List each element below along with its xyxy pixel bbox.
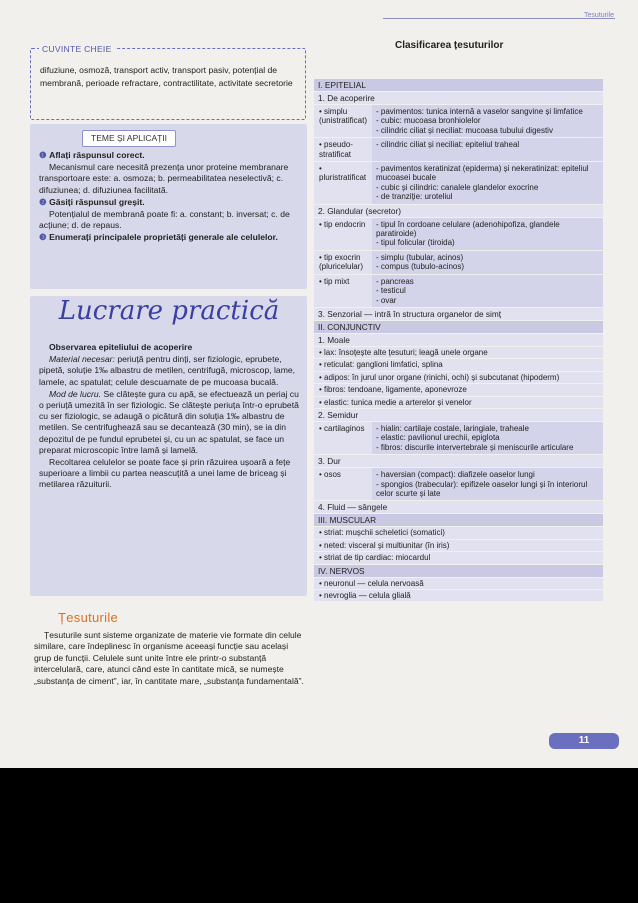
- row-value: - cilindric ciliat și neciliat: epiteliul traheal: [372, 138, 603, 161]
- sub-semidur: 2. Semidur: [314, 409, 603, 421]
- classification-title: Clasificarea țesuturilor: [395, 40, 504, 51]
- exercise-1-text: Mecanismul care necesită prezența unor proteine membranare transportoare este: a. osmoza; b. permeabilitatea neselectivă; c. difuziunea; d. difuziunea facilitată.: [39, 162, 289, 195]
- exercises-box: [30, 124, 307, 289]
- row-label: • tip endocrin: [314, 218, 372, 250]
- band-nervos: IV. NERVOS: [314, 565, 603, 577]
- list-item: • lax: însoțește alte țesuturi; leagă unele organe: [314, 347, 603, 358]
- practical-note: Recoltarea celulelor se poate face și prin răzuirea ușoară a fețe superioare a limbii cu partea neascuțită a unei lame de briceag și metilarea răzuiturii.: [39, 457, 291, 490]
- sub-moale: 1. Moale: [314, 334, 603, 346]
- keywords-box: [30, 44, 306, 120]
- row-label: • tip exocrin (pluricelular): [314, 251, 372, 274]
- scan-border: [0, 768, 638, 903]
- tissues-paragraph: Țesuturile sunt sisteme organizate de materie vie formate din celule similare, care îndeplinesc în organisme aceeași funcție sau același grup de funcții. Celulele sunt unite între ele printr-o substanță intercelulară, care, atunci când este în cantitate mică, se numește „substanța de ciment”, iar, în cantitate mare, „substanța fundamentală”.: [34, 630, 304, 686]
- band-conjunctiv: II. CONJUNCTIV: [314, 321, 603, 333]
- practical-work-box: [30, 296, 307, 596]
- list-item: • nevroglia — celula glială: [314, 590, 603, 601]
- running-title: Tesuturile: [584, 12, 614, 19]
- muscular-list: [314, 527, 603, 563]
- keywords-title: CUVINTE CHEIE: [39, 43, 115, 56]
- row-value: - pancreas - testicul - ovar: [372, 275, 603, 307]
- row-label: • pseudo-stratificat: [314, 138, 372, 161]
- rows-acoperire: [314, 105, 603, 204]
- list-item: • reticulat: ganglioni limfatici, splina: [314, 359, 603, 370]
- row-label: • tip mixt: [314, 275, 372, 307]
- row-label: • cartilaginos: [314, 422, 372, 454]
- list-item: • elastic: tunica medie a arterelor și venelor: [314, 397, 603, 408]
- list-item: • neuronul — celula nervoasă: [314, 578, 603, 589]
- rows-dur: [314, 468, 603, 500]
- band-epitelial: I. EPITELIAL: [314, 79, 603, 91]
- exercises-tag: TEME ȘI APLICAȚII: [82, 130, 176, 147]
- header-rule: [383, 18, 615, 19]
- band-muscular: III. MUSCULAR: [314, 514, 603, 526]
- list-item: • adipos: în jurul unor organe (rinichi, ochi) și subcutanat (hipoderm): [314, 372, 603, 383]
- tissues-heading: Țesuturile: [58, 610, 119, 625]
- practical-materials: Material necesar: periuță pentru dinți, ser fiziologic, eprubete, pipetă, soluție 1‰ albastru de metilen, centrifugă, microscop, lame, lamele, ac spatulat; celule descuamate de pe mucoasa bucală.: [39, 354, 296, 387]
- row-value: - hialin: cartilaje costale, laringiale, traheale - elastic: pavilionul urechii, epiglota - fibros: discurile intervertebrale și meniscurile articulare: [372, 422, 603, 454]
- sub-glandular: 2. Glandular (secretor): [314, 205, 603, 217]
- row-value: - tipul în cordoane celulare (adenohipofiza, glandele paratiroide) - tipul folicular (tiroida): [372, 218, 603, 250]
- table-row: [314, 468, 603, 500]
- practical-method: Mod de lucru. Se clătește gura cu apă, se efectuează un periaj cu o periuță umezită în ser fiziologic. Se clătește periuța într-o eprubetă cu ser fiziologic, se adaugă o picătură din soluția 1‰ albastru de metilen. Se centrifughează sau se decantează (30 min), se ia din depozitul de pe fundul eprubetei și, cu un ac spatulat, se face un preparat microscopic între lamă și lamelă.: [39, 388, 299, 455]
- list-item: • striat de tip cardiac: miocardul: [314, 552, 603, 563]
- table-row: [314, 138, 603, 161]
- classification-table: [314, 78, 603, 601]
- row-value: - pavimentos: tunica internă a vaselor sangvine și limfatice - cubic: mucoasa bronhiolelor - cilindric ciliat și neciliat: mucoasa tubului digestiv: [372, 105, 603, 137]
- rows-semidur: [314, 422, 603, 454]
- list-item: • fibros: tendoane, ligamente, aponevroze: [314, 384, 603, 395]
- page-number: 11: [549, 733, 619, 749]
- row-value: - pavimentos keratinizat (epiderma) și nekeratinizat: epiteliul mucoasei bucale - cubic și cilindric: canalele glandelor exocrine - de tranziție: uroteliul: [372, 162, 603, 204]
- list-item: • striat: mușchii scheletici (somatici): [314, 527, 603, 538]
- rows-glandular: [314, 218, 603, 307]
- exercise-2-text: Potențialul de membrană poate fi: a. constant; b. inversat; c. de acțiune; d. de repaus.: [39, 209, 290, 231]
- practical-work-subtitle: Observarea epiteliului de acoperire: [49, 342, 193, 352]
- sub-dur: 3. Dur: [314, 455, 603, 467]
- table-row: [314, 275, 603, 307]
- moale-list: [314, 347, 603, 408]
- list-item: • neted: visceral și multiunitar (în iris): [314, 540, 603, 551]
- table-row: [314, 105, 603, 137]
- exercise-2-head: ❷ Găsiți răspunsul greșit.: [39, 196, 145, 207]
- row-label: • pluristratificat: [314, 162, 372, 204]
- exercise-1-head: ❶ Aflați răspunsul corect.: [39, 150, 145, 160]
- row-value: - simplu (tubular, acinos) - compus (tubulo-acinos): [372, 251, 603, 274]
- keywords-text: difuziune, osmoză, transport activ, transport pasiv, potențial de membrană, perioade refractare, contractilitate, activitate secretorie: [40, 65, 293, 88]
- sub-acoperire: 1. De acoperire: [314, 92, 603, 104]
- sub-senzorial: 3. Senzorial — intră în structura organelor de simț: [314, 308, 603, 320]
- exercise-3-head: ❸ Enumerați principalele proprietăți generale ale celulelor.: [39, 232, 278, 243]
- table-row: [314, 251, 603, 274]
- nervos-list: [314, 578, 603, 602]
- row-label: • simplu (unistratificat): [314, 105, 372, 137]
- row-label: • osos: [314, 468, 372, 500]
- sub-fluid: 4. Fluid — sângele: [314, 501, 603, 513]
- table-row: [314, 218, 603, 250]
- table-row: [314, 162, 603, 204]
- table-row: [314, 422, 603, 454]
- practical-work-title: Lucrare practică: [58, 296, 280, 326]
- row-value: - haversian (compact): diafizele oaselor lungi - spongios (trabecular): epifizele oaselor lungi și în interiorul celor scurte și late: [372, 468, 603, 500]
